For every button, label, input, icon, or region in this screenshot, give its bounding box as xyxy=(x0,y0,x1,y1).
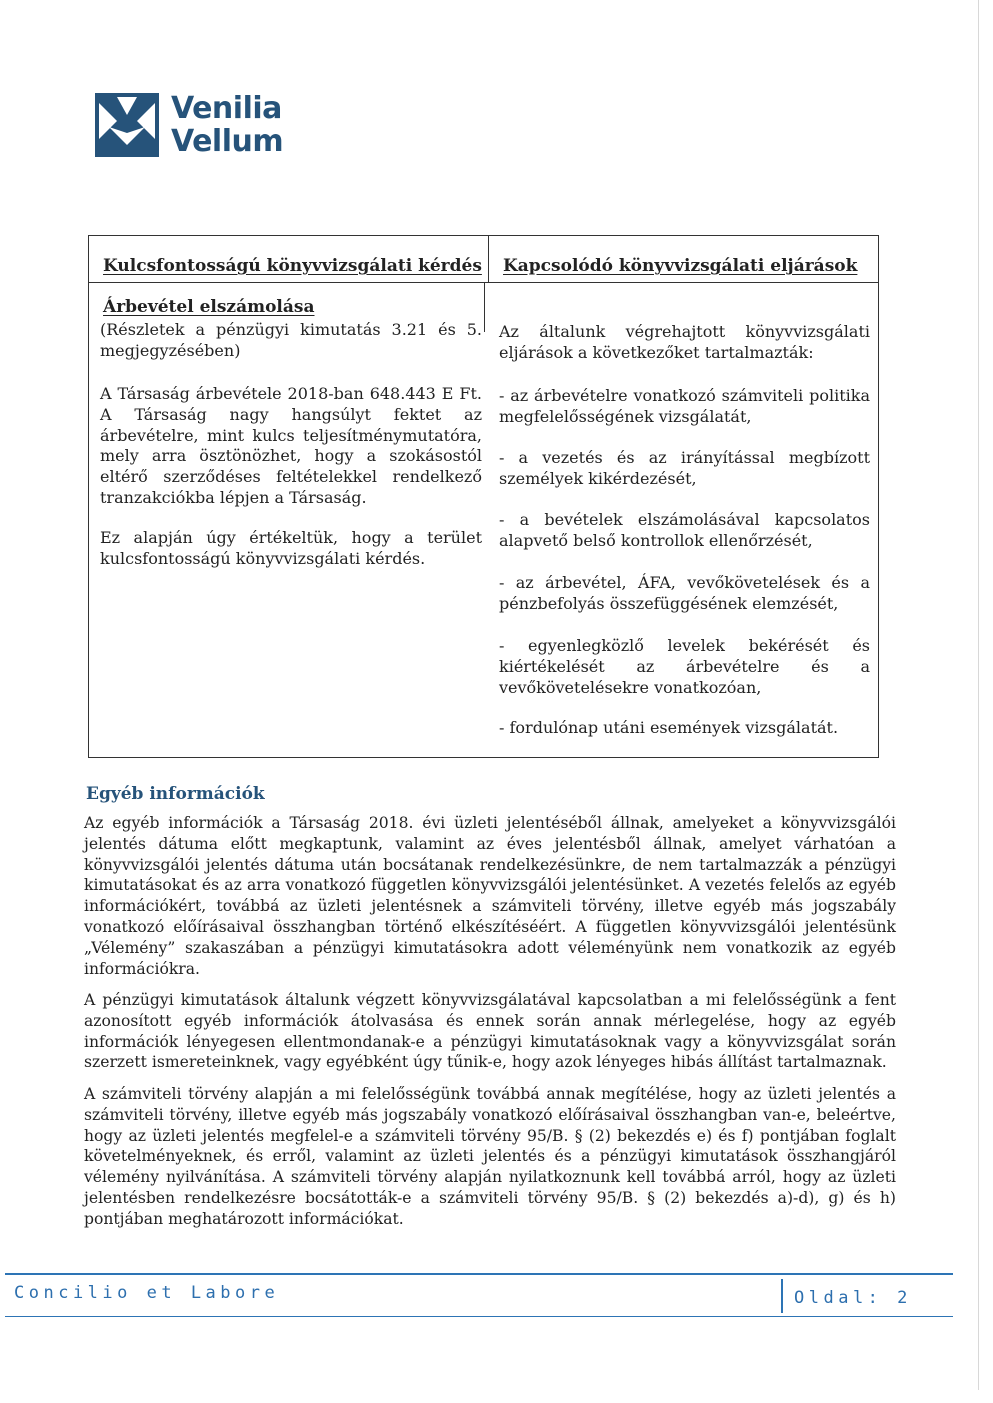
header-column-divider xyxy=(488,236,489,283)
footer-motto: Concilio et Labore xyxy=(14,1283,280,1303)
right-paragraph: Az általunk végrehajtott könyvvizsgálati eljárások a következőket tartalmazták: xyxy=(499,322,870,362)
right-paragraph: - az árbevétel, ÁFA, vevőkövetelések és a pénzbefolyás összefüggésének elemzését, xyxy=(499,573,870,613)
body-column-divider xyxy=(484,282,485,332)
logo-line-2: Vellum xyxy=(171,124,284,159)
table-header-row xyxy=(89,236,878,283)
topic-title: Árbevétel elszámolása xyxy=(103,297,315,317)
scan-edge-line xyxy=(978,0,979,1390)
footer-rule-bottom xyxy=(5,1316,953,1317)
key-audit-matters-table xyxy=(88,235,879,758)
right-paragraph: - egyenlegközlő levelek bekérését és kiértékelését az árbevételre és a vevőkövetelésekre vonatkozóan, xyxy=(499,636,870,697)
right-paragraph: - fordulónap utáni események vizsgálatát. xyxy=(499,718,839,737)
logo-line-1: Venilia xyxy=(171,91,282,126)
body-paragraph: Az egyéb információk a Társaság 2018. évi üzleti jelentéséből állnak, amelyeket a könyvvizsgálói jelentés dátuma előtt megkaptunk, valamint az éves jelentésből állnak, amelyet várhatóan a könyvvizsgálói jelentés dátuma után bocsátanak rendelkezésünkre, de nem tartalmazzák a pénzügyi kimutatásokat és az arra vonatkozó független könyvvizsgálói jelentésünket. A vezetés felelős az egyéb információkért, továbbá az üzleti jelentésnek a számviteli törvény, illetve egyéb más jogszabály vonatkozó előírásaival összhangban történő elkészítéséért. A független könyvvizsgálói jelentésünk „Vélemény” szakaszában a pénzügyi kimutatásokra adott véleményünk nem vonatkozik az egyéb információkra. xyxy=(84,814,896,978)
right-paragraph: - a bevételek elszámolásával kapcsolatos alapvető belső kontrollok ellenőrzését, xyxy=(499,510,870,550)
page-number: Oldal: 2 xyxy=(794,1288,912,1308)
body-paragraph: A számviteli törvény alapján a mi felelősségünk továbbá annak megítélése, hogy az üzleti jelentés a számviteli törvény, illetve egyéb más jogszabály vonatkozó előírásaival összhangban van-e, beleértve, hogy az üzleti jelentés megfelel-e a számviteli törvény 95/B. § (2) bekezdés e) és f) pontjában foglalt követelményeknek, és erről, valamint az üzleti jelentés és a pénzügyi kimutatások összhangjáról vélemény nyilvánítása. A számviteli törvény alapján nyilatkoznunk kell továbbá arról, hogy az üzleti jelentésben rendelkezésre bocsátották-e a számviteli törvény 95/B. § (2) bekezdés a)-d), g) és h) pontjában meghatározott információkat. xyxy=(84,1085,896,1228)
company-logo xyxy=(95,92,283,158)
venilia-vellum-logo-icon xyxy=(95,93,159,157)
right-paragraph: - az árbevételre vonatkozó számviteli politika megfelelősségének vizsgálatát, xyxy=(499,386,870,426)
body-paragraph: A pénzügyi kimutatások általunk végzett könyvvizsgálatával kapcsolatban a mi felelősségünk a fent azonosított egyéb információk átolvasása és ennek során annak mérlegelése, hogy az egyéb információk lényegesen ellentmondanak-e a pénzügyi kimutatásoknak vagy a könyvvizsgálat során szerzett ismereteinknek, vagy egyébként úgy tűnik-e, hogy azok lényeges hibás állítást tartalmaznak. xyxy=(84,991,896,1072)
left-paragraph: (Részletek a pénzügyi kimutatás 3.21 és 5. megjegyzésében) xyxy=(100,320,482,360)
right-paragraph: - a vezetés és az irányítással megbízott személyek kikérdezését, xyxy=(499,448,870,488)
logo-wordmark xyxy=(171,92,283,158)
left-paragraph: A Társaság árbevétele 2018-ban 648.443 E Ft. A Társaság nagy hangsúlyt fektet az árbevételre, mint kulcs teljesítménymutatóra, mely arra ösztönözhet, hogy a szokásostól eltérő szerződéses feltételekkel rendelkező tranzakciókba lépjen a Társaság. xyxy=(100,384,482,507)
header-key-audit-matter: Kulcsfontosságú könyvvizsgálati kérdés xyxy=(103,256,482,276)
header-related-procedures: Kapcsolódó könyvvizsgálati eljárások xyxy=(503,256,858,276)
section-title-other-info: Egyéb információk xyxy=(86,784,265,804)
left-paragraph: Ez alapján úgy értékeltük, hogy a terület kulcsfontosságú könyvvizsgálati kérdés. xyxy=(100,528,482,568)
footer-rule-top xyxy=(5,1273,953,1275)
